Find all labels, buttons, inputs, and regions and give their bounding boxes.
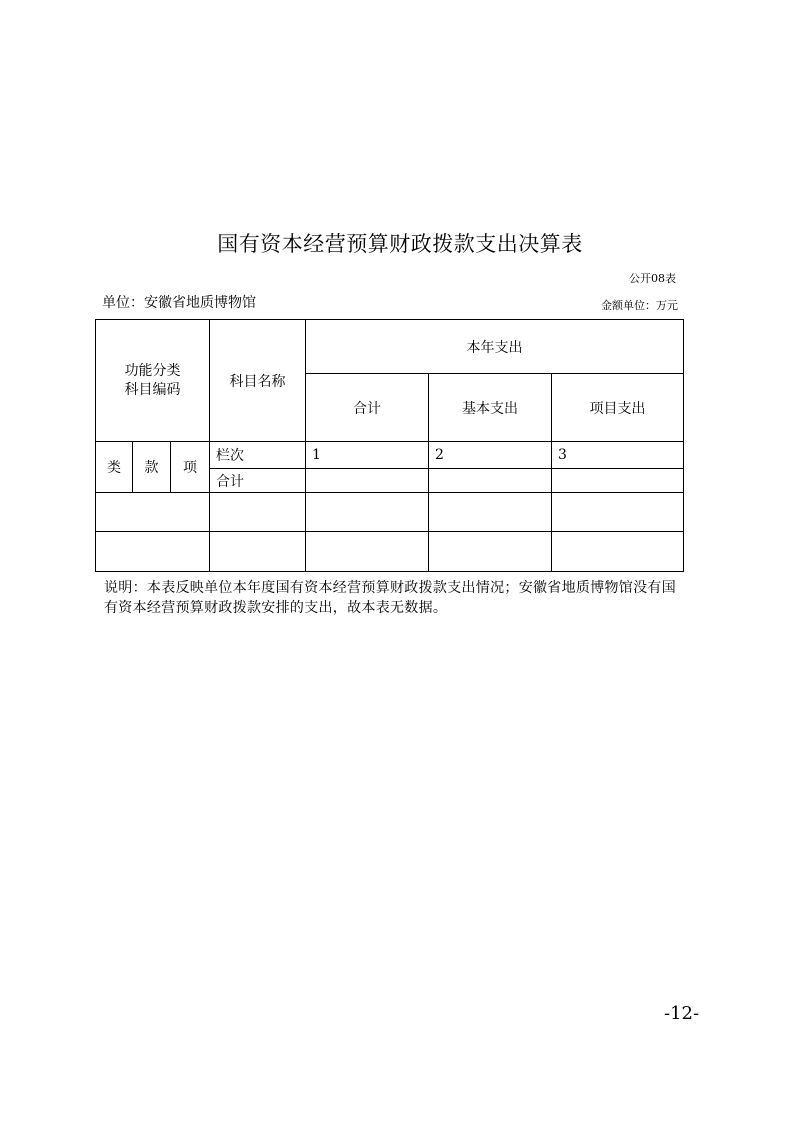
- column-number-2: 2: [429, 442, 552, 469]
- table-header-row: [96, 320, 684, 374]
- column-number-1: 1: [306, 442, 429, 469]
- table-cell: [96, 493, 210, 532]
- table-cell: [96, 532, 210, 572]
- table-row-empty: [96, 532, 684, 572]
- page-number: -12-: [664, 1003, 700, 1024]
- column-number-label: 栏次: [210, 442, 306, 469]
- table-cell: [306, 469, 429, 493]
- row-total-label: 合计: [210, 469, 306, 493]
- col-lei: 类: [96, 442, 133, 493]
- func-class-label: 功能分类: [124, 362, 181, 379]
- table-cell: [306, 493, 429, 532]
- form-id: 公开08表: [629, 272, 676, 285]
- page-title: 国有资本经营预算财政拨款支出决算表: [217, 232, 583, 256]
- table-cell: [306, 532, 429, 572]
- col-kuan: 款: [133, 442, 171, 493]
- table-cell: [429, 469, 552, 493]
- total-header: 合计: [306, 374, 429, 442]
- basic-expense-header: 基本支出: [429, 374, 552, 442]
- table-cell: [552, 493, 684, 532]
- table-cell: [210, 532, 306, 572]
- reporting-unit: 单位：安徽省地质博物馆: [102, 295, 256, 311]
- func-class-header: [96, 320, 210, 442]
- table-row-empty: [96, 493, 684, 532]
- table-cell: [552, 532, 684, 572]
- table-note: 说明：本表反映单位本年度国有资本经营预算财政拨款支出情况；安徽省地质博物馆没有国有资本经营预算财政拨款安排的支出，故本表无数据。: [104, 580, 676, 616]
- table-row-column-numbers: [96, 442, 684, 469]
- subject-code-label: 科目编码: [124, 381, 181, 398]
- table-cell: [429, 532, 552, 572]
- subject-name-header: 科目名称: [210, 320, 306, 442]
- table-cell: [552, 469, 684, 493]
- project-expense-header: 项目支出: [552, 374, 684, 442]
- table-cell: [429, 493, 552, 532]
- expense-table: [95, 319, 684, 572]
- amount-unit: 金额单位：万元: [601, 299, 678, 312]
- col-xiang: 项: [171, 442, 210, 493]
- table-cell: [210, 493, 306, 532]
- current-year-expense-header: 本年支出: [306, 320, 684, 374]
- column-number-3: 3: [552, 442, 684, 469]
